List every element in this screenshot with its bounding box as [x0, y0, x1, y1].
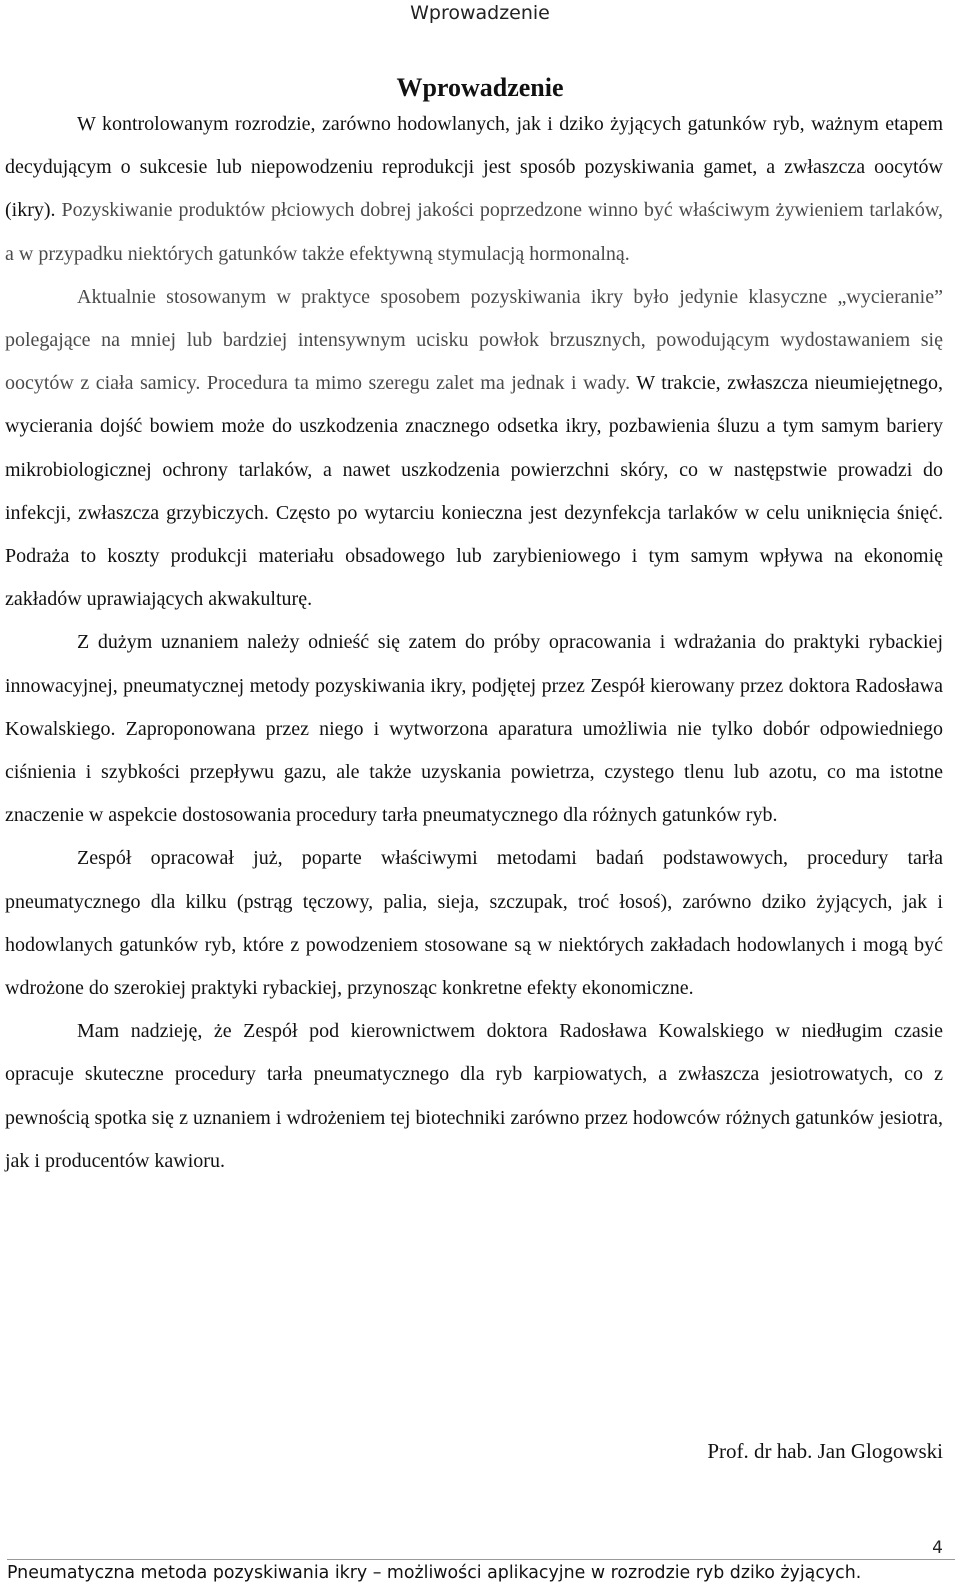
paragraph-1-sentence-2: Pozyskiwanie produktów płciowych dobrej jakości poprzedzone winno być właściwym żywieniem tarlaków, a w przypadku niektórych gatunków także efektywną stymulacją hormonalną. [5, 199, 943, 265]
paragraph-4-text: Zespół opracował już, poparte właściwymi metodami badań podstawowych, procedury tarła pneumatycznego dla kilku (pstrąg tęczowy, palia, sieja, szczupak, troć łosoś), zarówno dziko żyjących, jak i hodowlanych gatunków ryb, które z powodzeniem stosowane są w niektórych zakładach hodowlanych i mogą być wdrożone do szerokiej praktyki rybackiej, przynosząc konkretne efekty ekonomiczne. [5, 847, 943, 1000]
paragraph-5 [5, 1010, 943, 1183]
signature: Prof. dr hab. Jan Glogowski [707, 1439, 943, 1463]
paragraph-3 [5, 621, 943, 837]
body-text [5, 103, 943, 1183]
paragraph-2-part-3: Podraża to koszty produkcji materiału obsadowego lub zarybieniowego i tym samym wpływa na ekonomię zakładów uprawiających akwakulturę. [5, 545, 943, 611]
paragraph-1 [5, 103, 943, 276]
running-header: Wprowadzenie [410, 2, 550, 24]
paragraph-3-text: Z dużym uznaniem należy odnieść się zatem do próby opracowania i wdrażania do praktyki rybackiej innowacyjnej, pneumatycznej metody pozyskiwania ikry, podjętej przez Zespół kierowany przez doktora Radosława Kowalskiego. Zaproponowana przez niego i wytworzona aparatura umożliwia nie tylko dobór odpowiedniego ciśnienia i szybkości przepływu gazu, ale także uzyskania powietrza, czystego tlenu lub azotu, co ma istotne znaczenie w aspekcie dostosowania procedury tarła pneumatycznego dla różnych gatunków ryb. [5, 631, 943, 827]
paragraph-2 [5, 276, 943, 622]
paragraph-2-part-2: W trakcie, zwłaszcza nieumiejętnego, wycierania dojść bowiem może do uszkodzenia znacznego odsetka ikry, pozbawienia śluzu a tym samym bariery mikrobiologicznej ochrony tarlaków, a nawet uszkodzenia powierzchni skóry, co w następstwie prowadzi do infekcji, zwłaszcza grzybiczych. Często po wytarciu konieczna jest dezynfekcja tarlaków w celu uniknięcia śnięć. [5, 372, 943, 524]
running-footer: Pneumatyczna metoda pozyskiwania ikry – możliwości aplikacyjne w rozrodzie ryb dziko żyjących. [7, 1559, 955, 1586]
paragraph-1-sentence-1: W kontrolowanym rozrodzie, zarówno hodowlanych, jak i dziko żyjących gatunków ryb, ważnym etapem decydującym o sukcesie lub niepowodzeniu reprodukcji jest sposób pozyskiwania gamet, a zwłaszcza oocytów (ikry). [5, 113, 943, 222]
paragraph-4 [5, 837, 943, 1010]
page-number: 4 [932, 1538, 943, 1558]
paragraph-2-part-1: Aktualnie stosowanym w praktyce sposobem pozyskiwania ikry było jedynie klasyczne „wycieranie” polegające na mniej lub bardziej intensywnym ucisku powłok brzusznych, powodującym wydostawaniem się oocytów z ciała samicy. Procedura ta mimo szeregu zalet ma jednak i wady. [5, 285, 943, 395]
paragraph-5-text: Mam nadzieję, że Zespół pod kierownictwem doktora Radosława Kowalskiego w niedługim czasie opracuje skuteczne procedury tarła pneumatycznego dla ryb karpiowatych, a zwłaszcza jesiotrowatych, co z pewnością spotka się z uznaniem i wdrożeniem tej biotechniki zarówno przez hodowców różnych gatunków jesiotra, jak i producentów kawioru. [5, 1020, 943, 1172]
page-title: Wprowadzenie [396, 73, 564, 102]
